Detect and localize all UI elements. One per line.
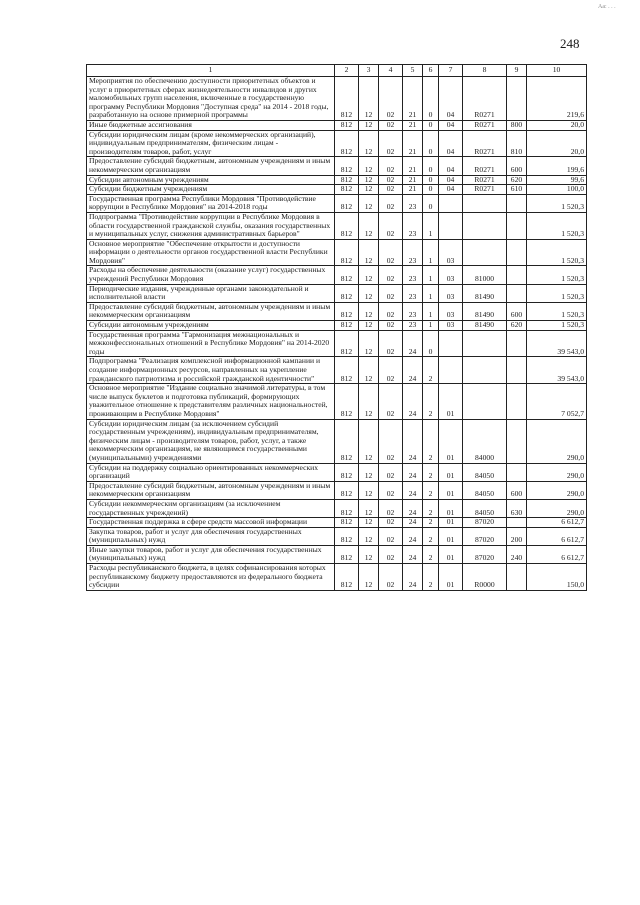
- event-code-cell: 01: [439, 545, 463, 563]
- direction-code-cell: R0271: [463, 120, 507, 130]
- program-code-cell: 21: [403, 157, 423, 175]
- expense-type-code-cell: 810: [507, 130, 527, 157]
- amount-cell: 39 543,0: [527, 357, 587, 384]
- ministry-code-cell: 812: [335, 321, 359, 331]
- program-code-cell: 24: [403, 419, 423, 463]
- program-code-cell: 24: [403, 499, 423, 517]
- amount-cell: 290,0: [527, 481, 587, 499]
- ministry-code-cell: 812: [335, 384, 359, 419]
- table-row: [87, 330, 587, 357]
- amount-cell: 1 520,3: [527, 212, 587, 239]
- subprogram-code-cell: 2: [423, 463, 439, 481]
- expense-type-code-cell: 620: [507, 175, 527, 185]
- ministry-code-cell: 812: [335, 175, 359, 185]
- row-description-cell: Расходы на обеспечение деятельности (оказание услуг) государственных учреждений Республики Мордовия: [87, 266, 335, 284]
- table-row: [87, 419, 587, 463]
- table-row: [87, 357, 587, 384]
- subsection-code-cell: 02: [379, 527, 403, 545]
- event-code-cell: 03: [439, 284, 463, 302]
- ministry-code-cell: 812: [335, 527, 359, 545]
- program-code-cell: 21: [403, 175, 423, 185]
- ministry-code-cell: 812: [335, 266, 359, 284]
- amount-cell: 39 543,0: [527, 330, 587, 357]
- row-description-cell: Основное мероприятие "Обеспечение открытости и доступности информации о деятельности органов государственной власти Республики Мордовия": [87, 239, 335, 266]
- row-description-cell: Субсидии юридическим лицам (кроме некоммерческих организаций), индивидуальным предпринимателям, физическим лицам - производителям товаров, работ, услуг: [87, 130, 335, 157]
- event-code-cell: [439, 194, 463, 212]
- header-cell: 6: [423, 65, 439, 77]
- expense-type-code-cell: [507, 77, 527, 121]
- subsection-code-cell: 02: [379, 212, 403, 239]
- header-cell: 2: [335, 65, 359, 77]
- expense-type-code-cell: 610: [507, 185, 527, 195]
- program-code-cell: 21: [403, 130, 423, 157]
- row-description-cell: Предоставление субсидий бюджетным, автономным учреждениям и иным некоммерческим организациям: [87, 302, 335, 320]
- section-code-cell: 12: [359, 384, 379, 419]
- subsection-code-cell: 02: [379, 130, 403, 157]
- subsection-code-cell: 02: [379, 120, 403, 130]
- ministry-code-cell: 812: [335, 194, 359, 212]
- subprogram-code-cell: 0: [423, 157, 439, 175]
- expense-type-code-cell: 600: [507, 157, 527, 175]
- corner-scan-mark: Aa: . . .: [598, 4, 616, 10]
- subsection-code-cell: 02: [379, 357, 403, 384]
- subprogram-code-cell: 2: [423, 481, 439, 499]
- table-row: [87, 564, 587, 591]
- row-description-cell: Иные бюджетные ассигнования: [87, 120, 335, 130]
- subsection-code-cell: 02: [379, 518, 403, 528]
- row-description-cell: Субсидии автономным учреждениям: [87, 175, 335, 185]
- table-header-row: [87, 65, 587, 77]
- direction-code-cell: 84050: [463, 499, 507, 517]
- program-code-cell: 23: [403, 302, 423, 320]
- table-row: [87, 194, 587, 212]
- subprogram-code-cell: 0: [423, 77, 439, 121]
- ministry-code-cell: 812: [335, 564, 359, 591]
- program-code-cell: 21: [403, 185, 423, 195]
- ministry-code-cell: 812: [335, 330, 359, 357]
- amount-cell: 1 520,3: [527, 239, 587, 266]
- subsection-code-cell: 02: [379, 499, 403, 517]
- program-code-cell: 24: [403, 527, 423, 545]
- program-code-cell: 24: [403, 518, 423, 528]
- row-description-cell: Подпрограмма "Противодействие коррупции в Республике Мордовия в области государственной гражданской службы, оказания государственных и муниципальных услуг, снижения административных барьеров": [87, 212, 335, 239]
- event-code-cell: 01: [439, 527, 463, 545]
- amount-cell: 99,6: [527, 175, 587, 185]
- direction-code-cell: [463, 212, 507, 239]
- row-description-cell: Подпрограмма "Реализация комплексной информационной кампании и создание информационных ресурсов, направленных на укрепление гражданского патриотизма и российской гражданской идентичности": [87, 357, 335, 384]
- subprogram-code-cell: 1: [423, 239, 439, 266]
- table-row: [87, 463, 587, 481]
- subsection-code-cell: 02: [379, 330, 403, 357]
- subprogram-code-cell: 2: [423, 545, 439, 563]
- subsection-code-cell: 02: [379, 481, 403, 499]
- section-code-cell: 12: [359, 545, 379, 563]
- header-cell: 8: [463, 65, 507, 77]
- program-code-cell: 21: [403, 120, 423, 130]
- amount-cell: 1 520,3: [527, 302, 587, 320]
- table-row: [87, 499, 587, 517]
- section-code-cell: 12: [359, 419, 379, 463]
- section-code-cell: 12: [359, 330, 379, 357]
- event-code-cell: 03: [439, 302, 463, 320]
- ministry-code-cell: 812: [335, 120, 359, 130]
- table-row: [87, 545, 587, 563]
- event-code-cell: 04: [439, 185, 463, 195]
- row-description-cell: Основное мероприятие "Издание социально значимой литературы, в том числе выпуск буклетов и подготовка публикаций, формирующих уважительное отношение к представителям различных национальностей, проживающим в Республике Мордовия": [87, 384, 335, 419]
- subsection-code-cell: 02: [379, 284, 403, 302]
- subprogram-code-cell: 2: [423, 518, 439, 528]
- section-code-cell: 12: [359, 194, 379, 212]
- direction-code-cell: 87020: [463, 527, 507, 545]
- row-description-cell: Предоставление субсидий бюджетным, автономным учреждениям и иным некоммерческим организациям: [87, 481, 335, 499]
- subprogram-code-cell: 0: [423, 120, 439, 130]
- subsection-code-cell: 02: [379, 77, 403, 121]
- ministry-code-cell: 812: [335, 239, 359, 266]
- direction-code-cell: 87020: [463, 545, 507, 563]
- subsection-code-cell: 02: [379, 384, 403, 419]
- program-code-cell: 23: [403, 239, 423, 266]
- row-description-cell: Государственная поддержка в сфере средств массовой информации: [87, 518, 335, 528]
- amount-cell: 100,0: [527, 185, 587, 195]
- ministry-code-cell: 812: [335, 481, 359, 499]
- ministry-code-cell: 812: [335, 212, 359, 239]
- expense-type-code-cell: [507, 564, 527, 591]
- row-description-cell: Расходы республиканского бюджета, в целях софинансирования которых республиканскому бюджету предоставляются из федерального бюджета субсидии: [87, 564, 335, 591]
- section-code-cell: 12: [359, 157, 379, 175]
- direction-code-cell: 81490: [463, 302, 507, 320]
- program-code-cell: 23: [403, 284, 423, 302]
- page-number: 248: [560, 36, 580, 51]
- subsection-code-cell: 02: [379, 266, 403, 284]
- subprogram-code-cell: 2: [423, 419, 439, 463]
- expense-type-code-cell: [507, 284, 527, 302]
- table-row: [87, 384, 587, 419]
- section-code-cell: 12: [359, 175, 379, 185]
- amount-cell: 219,6: [527, 77, 587, 121]
- ministry-code-cell: 812: [335, 463, 359, 481]
- ministry-code-cell: 812: [335, 284, 359, 302]
- direction-code-cell: [463, 194, 507, 212]
- amount-cell: 150,0: [527, 564, 587, 591]
- row-description-cell: Субсидии автономным учреждениям: [87, 321, 335, 331]
- subsection-code-cell: 02: [379, 175, 403, 185]
- row-description-cell: Закупка товаров, работ и услуг для обеспечения государственных (муниципальных) нужд: [87, 527, 335, 545]
- subprogram-code-cell: 1: [423, 321, 439, 331]
- amount-cell: 20,0: [527, 120, 587, 130]
- table-row: [87, 518, 587, 528]
- ministry-code-cell: 812: [335, 77, 359, 121]
- subprogram-code-cell: 0: [423, 185, 439, 195]
- program-code-cell: 21: [403, 77, 423, 121]
- expense-type-code-cell: 240: [507, 545, 527, 563]
- amount-cell: 20,0: [527, 130, 587, 157]
- event-code-cell: [439, 212, 463, 239]
- section-code-cell: 12: [359, 284, 379, 302]
- direction-code-cell: 81490: [463, 321, 507, 331]
- direction-code-cell: R0271: [463, 77, 507, 121]
- row-description-cell: Мероприятия по обеспечению доступности приоритетных объектов и услуг в приоритетных сферах жизнедеятельности инвалидов и других маломобильных групп населения, включенные в государственную программу Республики Мордовия "Доступная среда" на 2014 - 2018 годы, разработанную на основе примерной программы: [87, 77, 335, 121]
- direction-code-cell: [463, 330, 507, 357]
- amount-cell: 199,6: [527, 157, 587, 175]
- subprogram-code-cell: 0: [423, 130, 439, 157]
- direction-code-cell: 84050: [463, 481, 507, 499]
- ministry-code-cell: 812: [335, 518, 359, 528]
- program-code-cell: 24: [403, 330, 423, 357]
- direction-code-cell: R0271: [463, 157, 507, 175]
- subsection-code-cell: 02: [379, 463, 403, 481]
- table-row: [87, 185, 587, 195]
- event-code-cell: 01: [439, 499, 463, 517]
- budget-table: [86, 64, 587, 591]
- table-row: [87, 157, 587, 175]
- section-code-cell: 12: [359, 321, 379, 331]
- expense-type-code-cell: [507, 463, 527, 481]
- event-code-cell: [439, 330, 463, 357]
- table-row: [87, 527, 587, 545]
- section-code-cell: 12: [359, 518, 379, 528]
- event-code-cell: 01: [439, 481, 463, 499]
- direction-code-cell: [463, 357, 507, 384]
- table-row: [87, 212, 587, 239]
- expense-type-code-cell: 800: [507, 120, 527, 130]
- table-row: [87, 239, 587, 266]
- direction-code-cell: R0271: [463, 185, 507, 195]
- subprogram-code-cell: 1: [423, 266, 439, 284]
- amount-cell: 7 052,7: [527, 384, 587, 419]
- subprogram-code-cell: 0: [423, 175, 439, 185]
- header-cell: 7: [439, 65, 463, 77]
- expense-type-code-cell: 630: [507, 499, 527, 517]
- amount-cell: 1 520,3: [527, 284, 587, 302]
- event-code-cell: 01: [439, 564, 463, 591]
- program-code-cell: 24: [403, 545, 423, 563]
- subprogram-code-cell: 2: [423, 527, 439, 545]
- direction-code-cell: 81490: [463, 284, 507, 302]
- table-row: [87, 481, 587, 499]
- event-code-cell: 01: [439, 518, 463, 528]
- row-description-cell: Государственная программа Республики Мордовия "Противодействие коррупции в Республике Мордовия" на 2014-2018 годы: [87, 194, 335, 212]
- amount-cell: 1 520,3: [527, 266, 587, 284]
- row-description-cell: Субсидии на поддержку социально ориентированных некоммерческих организаций: [87, 463, 335, 481]
- subprogram-code-cell: 1: [423, 212, 439, 239]
- amount-cell: 290,0: [527, 463, 587, 481]
- amount-cell: 6 612,7: [527, 545, 587, 563]
- section-code-cell: 12: [359, 527, 379, 545]
- amount-cell: 290,0: [527, 419, 587, 463]
- direction-code-cell: R0271: [463, 130, 507, 157]
- row-description-cell: Субсидии юридическим лицам (за исключением субсидий государственным учреждениям), индивидуальным предпринимателям, физическим лицам - производителям товаров, работ, услуг, а также некоммерческим организациям, не являющимся государственными (муниципальными) учреждениями: [87, 419, 335, 463]
- header-cell: 5: [403, 65, 423, 77]
- expense-type-code-cell: 600: [507, 302, 527, 320]
- section-code-cell: 12: [359, 463, 379, 481]
- row-description-cell: Иные закупки товаров, работ и услуг для обеспечения государственных (муниципальных) нужд: [87, 545, 335, 563]
- table-row: [87, 130, 587, 157]
- expense-type-code-cell: 620: [507, 321, 527, 331]
- program-code-cell: 23: [403, 212, 423, 239]
- event-code-cell: 03: [439, 321, 463, 331]
- event-code-cell: 04: [439, 130, 463, 157]
- expense-type-code-cell: 200: [507, 527, 527, 545]
- event-code-cell: 04: [439, 157, 463, 175]
- program-code-cell: 23: [403, 321, 423, 331]
- subsection-code-cell: 02: [379, 321, 403, 331]
- expense-type-code-cell: [507, 266, 527, 284]
- program-code-cell: 24: [403, 357, 423, 384]
- ministry-code-cell: 812: [335, 419, 359, 463]
- table-row: [87, 77, 587, 121]
- header-cell: 4: [379, 65, 403, 77]
- subsection-code-cell: 02: [379, 302, 403, 320]
- section-code-cell: 12: [359, 266, 379, 284]
- event-code-cell: 04: [439, 175, 463, 185]
- event-code-cell: [439, 357, 463, 384]
- section-code-cell: 12: [359, 185, 379, 195]
- header-cell: 1: [87, 65, 335, 77]
- subsection-code-cell: 02: [379, 239, 403, 266]
- direction-code-cell: R0000: [463, 564, 507, 591]
- subprogram-code-cell: 2: [423, 499, 439, 517]
- direction-code-cell: [463, 239, 507, 266]
- subprogram-code-cell: 2: [423, 564, 439, 591]
- subsection-code-cell: 02: [379, 194, 403, 212]
- ministry-code-cell: 812: [335, 357, 359, 384]
- program-code-cell: 24: [403, 481, 423, 499]
- ministry-code-cell: 812: [335, 157, 359, 175]
- ministry-code-cell: 812: [335, 130, 359, 157]
- table-row: [87, 175, 587, 185]
- amount-cell: 1 520,3: [527, 321, 587, 331]
- expense-type-code-cell: [507, 384, 527, 419]
- subsection-code-cell: 02: [379, 419, 403, 463]
- expense-type-code-cell: [507, 357, 527, 384]
- ministry-code-cell: 812: [335, 302, 359, 320]
- subsection-code-cell: 02: [379, 564, 403, 591]
- expense-type-code-cell: 600: [507, 481, 527, 499]
- program-code-cell: 24: [403, 463, 423, 481]
- direction-code-cell: R0271: [463, 175, 507, 185]
- section-code-cell: 12: [359, 77, 379, 121]
- event-code-cell: 04: [439, 77, 463, 121]
- section-code-cell: 12: [359, 120, 379, 130]
- expense-type-code-cell: [507, 330, 527, 357]
- direction-code-cell: 87020: [463, 518, 507, 528]
- table-row: [87, 120, 587, 130]
- event-code-cell: 03: [439, 266, 463, 284]
- event-code-cell: 01: [439, 419, 463, 463]
- amount-cell: 1 520,3: [527, 194, 587, 212]
- expense-type-code-cell: [507, 518, 527, 528]
- subprogram-code-cell: 1: [423, 284, 439, 302]
- section-code-cell: 12: [359, 302, 379, 320]
- row-description-cell: Субсидии бюджетным учреждениям: [87, 185, 335, 195]
- expense-type-code-cell: [507, 194, 527, 212]
- ministry-code-cell: 812: [335, 185, 359, 195]
- amount-cell: 6 612,7: [527, 527, 587, 545]
- subprogram-code-cell: 2: [423, 384, 439, 419]
- header-cell: 3: [359, 65, 379, 77]
- ministry-code-cell: 812: [335, 545, 359, 563]
- event-code-cell: 04: [439, 120, 463, 130]
- section-code-cell: 12: [359, 212, 379, 239]
- program-code-cell: 23: [403, 266, 423, 284]
- ministry-code-cell: 812: [335, 499, 359, 517]
- subsection-code-cell: 02: [379, 157, 403, 175]
- section-code-cell: 12: [359, 357, 379, 384]
- row-description-cell: Государственная программа "Гармонизация межнациональных и межконфессиональных отношений в Республике Мордовия" на 2014-2020 годы: [87, 330, 335, 357]
- subsection-code-cell: 02: [379, 545, 403, 563]
- event-code-cell: 01: [439, 384, 463, 419]
- table-row: [87, 284, 587, 302]
- event-code-cell: 03: [439, 239, 463, 266]
- program-code-cell: 24: [403, 384, 423, 419]
- direction-code-cell: 84050: [463, 463, 507, 481]
- subsection-code-cell: 02: [379, 185, 403, 195]
- direction-code-cell: [463, 384, 507, 419]
- direction-code-cell: 81000: [463, 266, 507, 284]
- section-code-cell: 12: [359, 481, 379, 499]
- row-description-cell: Предоставление субсидий бюджетным, автономным учреждениям и иным некоммерческим организациям: [87, 157, 335, 175]
- row-description-cell: Субсидии некоммерческим организациям (за исключением государственных учреждений): [87, 499, 335, 517]
- subprogram-code-cell: 0: [423, 194, 439, 212]
- table-row: [87, 266, 587, 284]
- subprogram-code-cell: 2: [423, 357, 439, 384]
- direction-code-cell: 84000: [463, 419, 507, 463]
- table-row: [87, 302, 587, 320]
- subprogram-code-cell: 0: [423, 330, 439, 357]
- row-description-cell: Периодические издания, учрежденные органами законодательной и исполнительной власти: [87, 284, 335, 302]
- subprogram-code-cell: 1: [423, 302, 439, 320]
- event-code-cell: 01: [439, 463, 463, 481]
- section-code-cell: 12: [359, 239, 379, 266]
- section-code-cell: 12: [359, 130, 379, 157]
- section-code-cell: 12: [359, 499, 379, 517]
- expense-type-code-cell: [507, 419, 527, 463]
- section-code-cell: 12: [359, 564, 379, 591]
- table-row: [87, 321, 587, 331]
- amount-cell: 6 612,7: [527, 518, 587, 528]
- header-cell: 10: [527, 65, 587, 77]
- expense-type-code-cell: [507, 212, 527, 239]
- program-code-cell: 24: [403, 564, 423, 591]
- program-code-cell: 23: [403, 194, 423, 212]
- amount-cell: 290,0: [527, 499, 587, 517]
- header-cell: 9: [507, 65, 527, 77]
- expense-type-code-cell: [507, 239, 527, 266]
